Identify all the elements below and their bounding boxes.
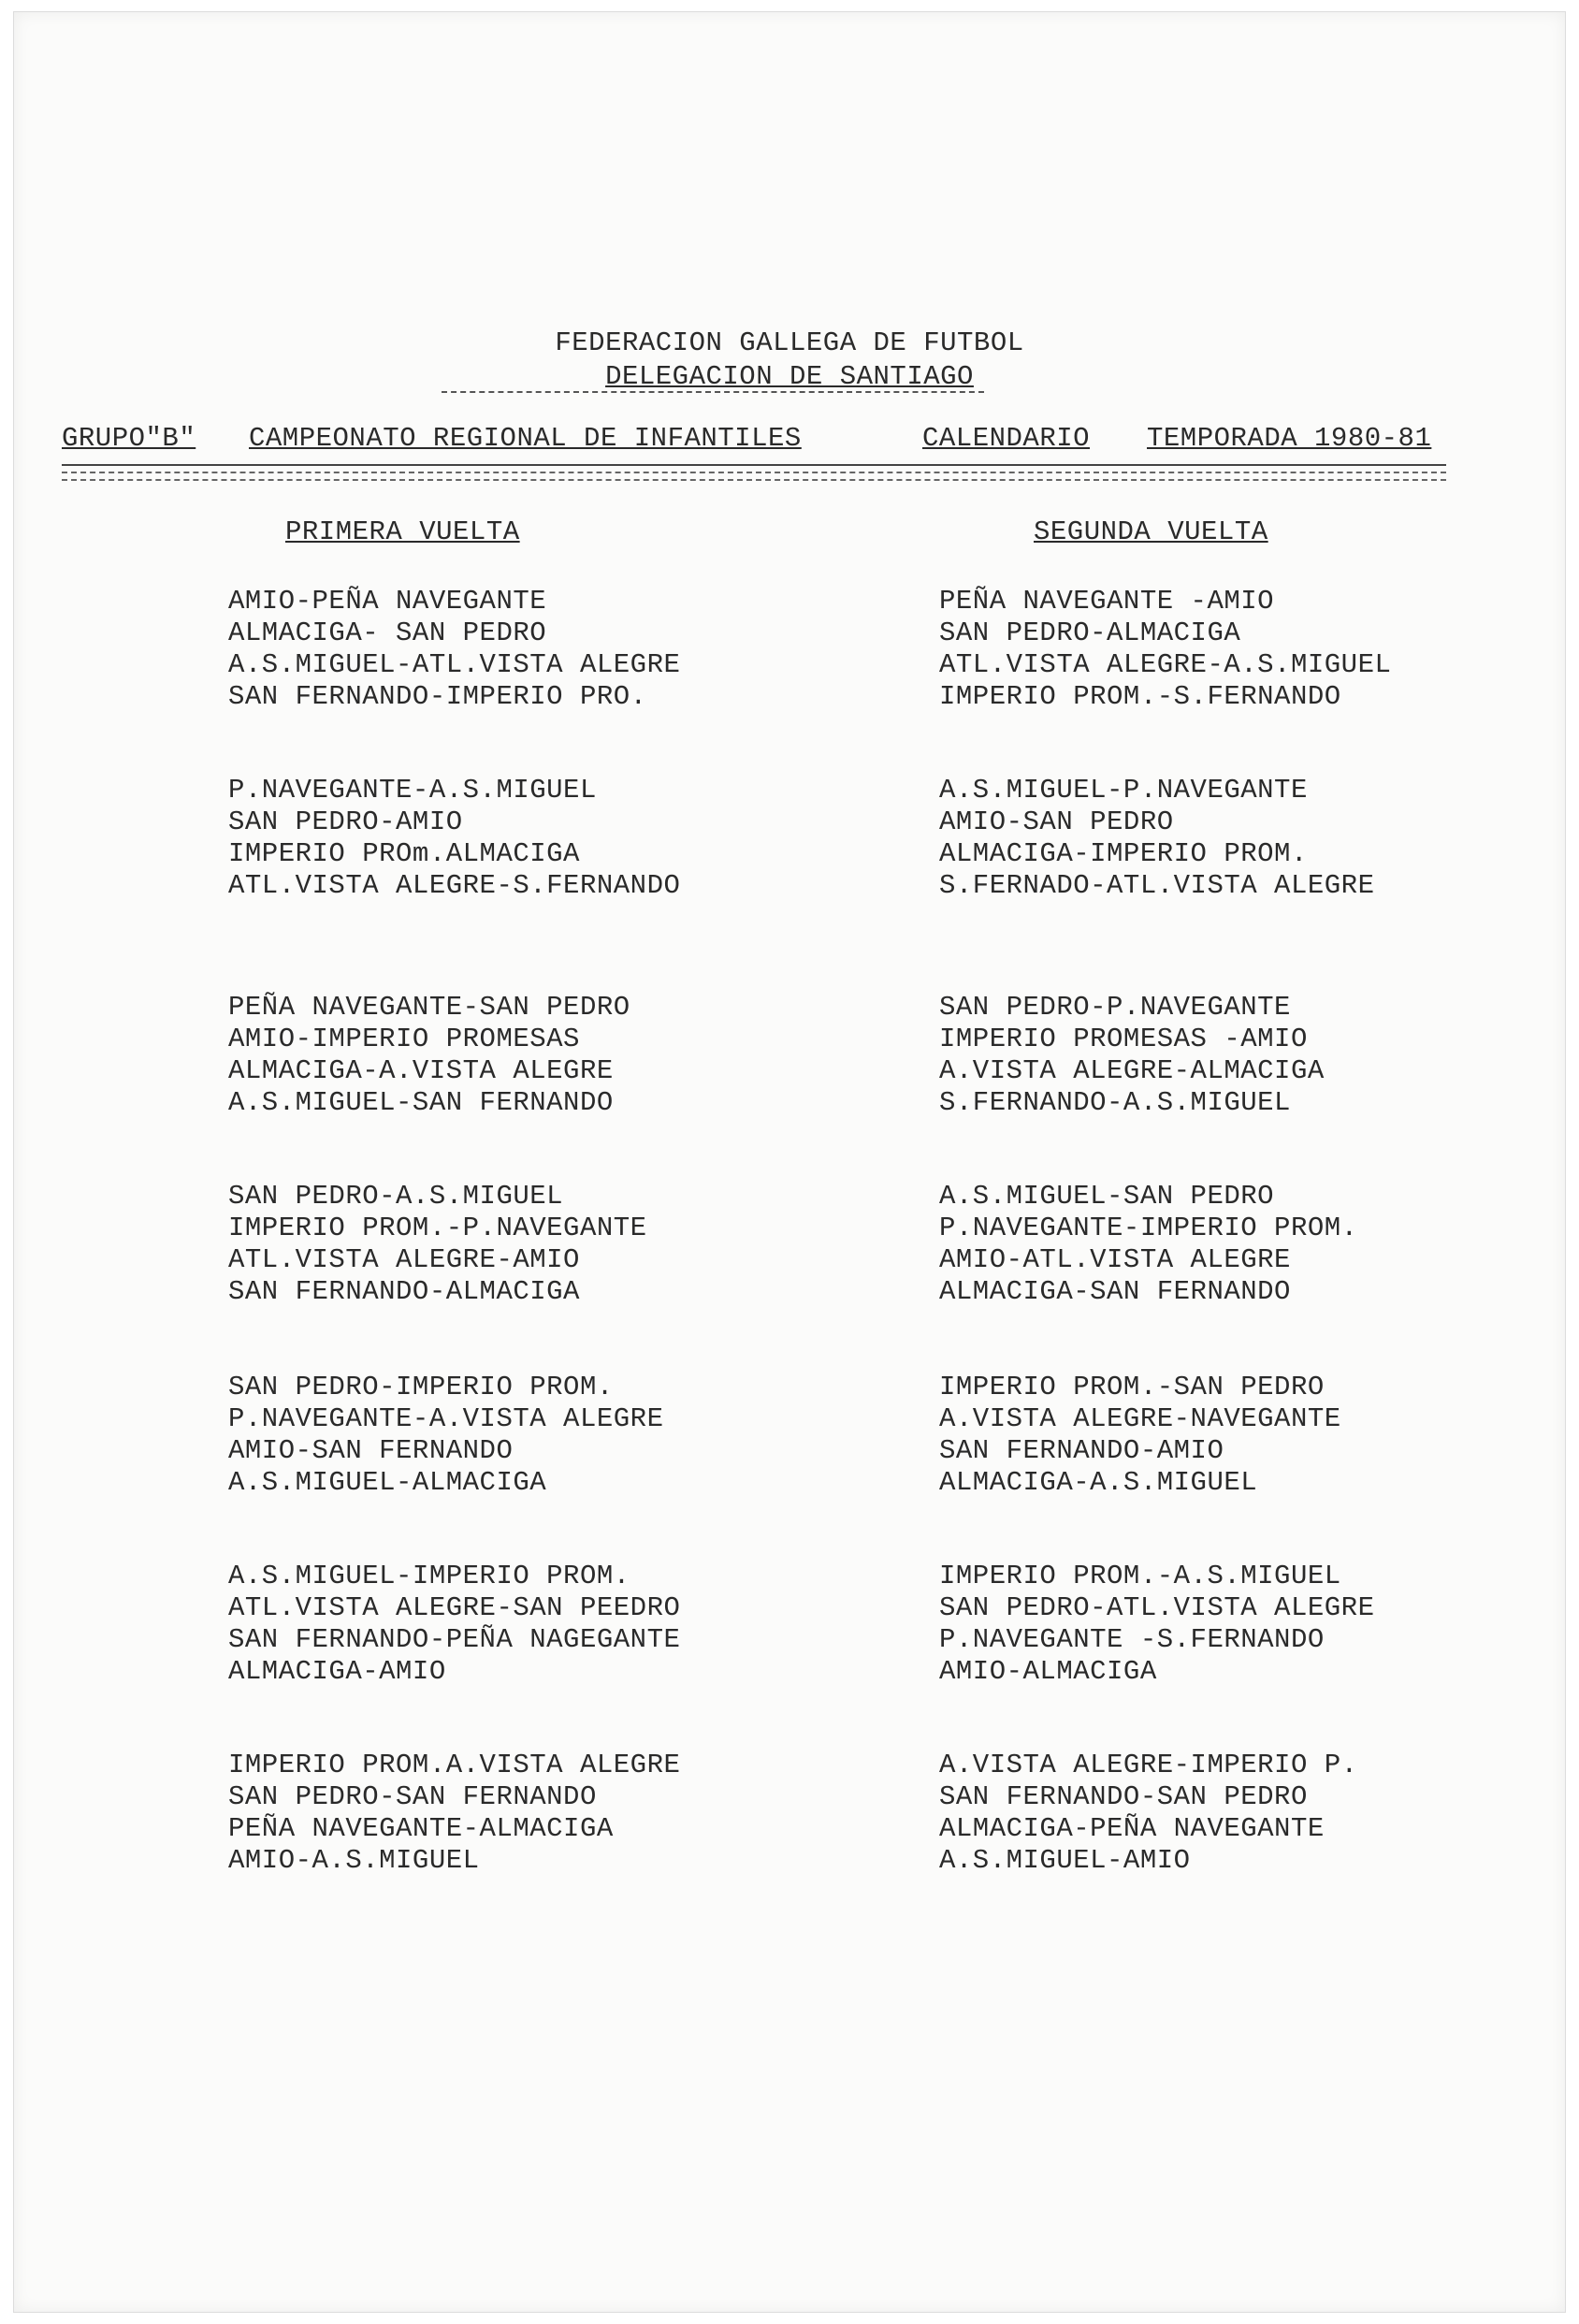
fixture-line: P.NAVEGANTE-A.S.MIGUEL xyxy=(228,775,597,806)
calendar-heading-row xyxy=(62,423,1484,582)
fixture-line: AMIO-IMPERIO PROMESAS xyxy=(228,1024,580,1054)
fixture-block-primera-2 xyxy=(228,775,680,902)
fixture-block-primera-5 xyxy=(228,1372,663,1499)
segunda-vuelta-heading xyxy=(1034,516,1268,548)
fixture-line: SAN PEDRO-P.NAVEGANTE xyxy=(939,992,1291,1023)
fixture-line: PEÑA NAVEGANTE -AMIO xyxy=(939,586,1275,617)
segunda-vuelta-text: SEGUNDA VUELTA xyxy=(1034,516,1268,547)
fixture-line: A.VISTA ALEGRE-IMPERIO P. xyxy=(939,1750,1358,1780)
fixture-line: SAN PEDRO-ALMACIGA xyxy=(939,617,1241,648)
fixture-block-segunda-2 xyxy=(939,775,1374,902)
fixture-line: PEÑA NAVEGANTE-ALMACIGA xyxy=(228,1813,614,1844)
group-label: GRUPO"B" xyxy=(62,423,196,454)
header-underline xyxy=(442,391,984,393)
fixture-block-segunda-5 xyxy=(939,1372,1341,1499)
fixture-line: ATL.VISTA ALEGRE-SAN PEEDRO xyxy=(228,1592,681,1623)
fixture-line: SAN FERNANDO-PEÑA NAGEGANTE xyxy=(228,1624,681,1655)
fixture-line: SAN PEDRO-ATL.VISTA ALEGRE xyxy=(939,1592,1375,1623)
fixture-line: SAN PEDRO-IMPERIO PROM. xyxy=(228,1372,614,1402)
fixture-block-primera-4 xyxy=(228,1181,647,1308)
fixture-block-segunda-4 xyxy=(939,1181,1358,1308)
fixture-line: P.NAVEGANTE-IMPERIO PROM. xyxy=(939,1213,1358,1243)
fixture-line: AMIO-A.S.MIGUEL xyxy=(228,1845,480,1876)
fixture-block-segunda-3 xyxy=(939,992,1325,1119)
fixture-line: IMPERIO PROM.-S.FERNANDO xyxy=(939,681,1341,712)
fixture-block-primera-1 xyxy=(228,586,680,713)
fixture-line: IMPERIO PROm.ALMACIGA xyxy=(228,838,580,869)
fixture-line: A.S.MIGUEL-IMPERIO PROM. xyxy=(228,1561,630,1591)
calendar-label: CALENDARIO xyxy=(922,423,1091,454)
fixture-line: A.S.MIGUEL-AMIO xyxy=(939,1845,1191,1876)
fixture-line: A.VISTA ALEGRE-NAVEGANTE xyxy=(939,1403,1341,1434)
fixture-line: P.NAVEGANTE-A.VISTA ALEGRE xyxy=(228,1403,664,1434)
fixture-line: ALMACIGA- SAN PEDRO xyxy=(228,617,547,648)
fixture-block-segunda-7 xyxy=(939,1750,1358,1877)
fixture-line: IMPERIO PROMESAS -AMIO xyxy=(939,1024,1308,1054)
season-label: TEMPORADA 1980-81 xyxy=(1147,423,1432,454)
fixture-line: AMIO-SAN PEDRO xyxy=(939,806,1174,837)
competition-label: CAMPEONATO REGIONAL DE INFANTILES xyxy=(249,423,802,454)
fixture-line: PEÑA NAVEGANTE-SAN PEDRO xyxy=(228,992,630,1023)
fixture-line: ALMACIGA-A.VISTA ALEGRE xyxy=(228,1055,614,1086)
fixture-line: ALMACIGA-A.S.MIGUEL xyxy=(939,1467,1258,1498)
fixture-line: AMIO-ATL.VISTA ALEGRE xyxy=(939,1244,1291,1275)
fixture-line: A.S.MIGUEL-P.NAVEGANTE xyxy=(939,775,1308,806)
fixture-block-primera-7 xyxy=(228,1750,680,1877)
federation-title: FEDERACION GALLEGA DE FUTBOL xyxy=(555,327,1024,358)
fixture-line: SAN FERNANDO-AMIO xyxy=(939,1435,1224,1466)
fixture-line: IMPERIO PROM.A.VISTA ALEGRE xyxy=(228,1750,681,1780)
fixture-line: S.FERNANDO-A.S.MIGUEL xyxy=(939,1087,1291,1118)
delegation-title-text: DELEGACION DE SANTIAGO xyxy=(605,361,974,392)
fixture-line: A.S.MIGUEL-SAN PEDRO xyxy=(939,1181,1275,1212)
equals-rule-bottom xyxy=(62,479,1446,481)
delegation-title xyxy=(0,361,1579,393)
fixture-line: ALMACIGA-IMPERIO PROM. xyxy=(939,838,1308,869)
heading-rule xyxy=(62,464,1446,466)
fixture-line: IMPERIO PROM.-SAN PEDRO xyxy=(939,1372,1325,1402)
fixture-line: A.S.MIGUEL-ATL.VISTA ALEGRE xyxy=(228,649,681,680)
fixture-line: ATL.VISTA ALEGRE-A.S.MIGUEL xyxy=(939,649,1392,680)
fixture-line: SAN FERNANDO-SAN PEDRO xyxy=(939,1781,1308,1812)
fixture-line: AMIO-SAN FERNANDO xyxy=(228,1435,514,1466)
fixture-line: IMPERIO PROM.-P.NAVEGANTE xyxy=(228,1213,647,1243)
fixture-line: S.FERNADO-ATL.VISTA ALEGRE xyxy=(939,870,1375,901)
fixture-line: A.S.MIGUEL-SAN FERNANDO xyxy=(228,1087,614,1118)
fixture-line: IMPERIO PROM.-A.S.MIGUEL xyxy=(939,1561,1341,1591)
fixture-line: SAN FERNANDO-ALMACIGA xyxy=(228,1276,580,1307)
fixture-block-segunda-6 xyxy=(939,1561,1374,1688)
fixture-line: AMIO-ALMACIGA xyxy=(939,1656,1157,1687)
fixture-line: ATL.VISTA ALEGRE-AMIO xyxy=(228,1244,580,1275)
fixture-line: AMIO-PEÑA NAVEGANTE xyxy=(228,586,547,617)
fixture-line: P.NAVEGANTE -S.FERNANDO xyxy=(939,1624,1325,1655)
fixture-block-primera-6 xyxy=(228,1561,680,1688)
fixture-line: ALMACIGA-PEÑA NAVEGANTE xyxy=(939,1813,1325,1844)
fixture-block-primera-3 xyxy=(228,992,630,1119)
fixture-line: A.VISTA ALEGRE-ALMACIGA xyxy=(939,1055,1325,1086)
primera-vuelta-text: PRIMERA VUELTA xyxy=(285,516,520,547)
fixture-line: SAN PEDRO-SAN FERNANDO xyxy=(228,1781,597,1812)
fixture-line: ALMACIGA-SAN FERNANDO xyxy=(939,1276,1291,1307)
fixture-block-segunda-1 xyxy=(939,586,1391,713)
fixture-line: SAN FERNANDO-IMPERIO PRO. xyxy=(228,681,647,712)
primera-vuelta-heading xyxy=(285,516,520,548)
fixture-line: ALMACIGA-AMIO xyxy=(228,1656,446,1687)
equals-rule-top xyxy=(62,472,1446,473)
fixture-line: A.S.MIGUEL-ALMACIGA xyxy=(228,1467,547,1498)
fixture-line: ATL.VISTA ALEGRE-S.FERNANDO xyxy=(228,870,681,901)
fixture-line: SAN PEDRO-AMIO xyxy=(228,806,463,837)
fixture-line: SAN PEDRO-A.S.MIGUEL xyxy=(228,1181,564,1212)
